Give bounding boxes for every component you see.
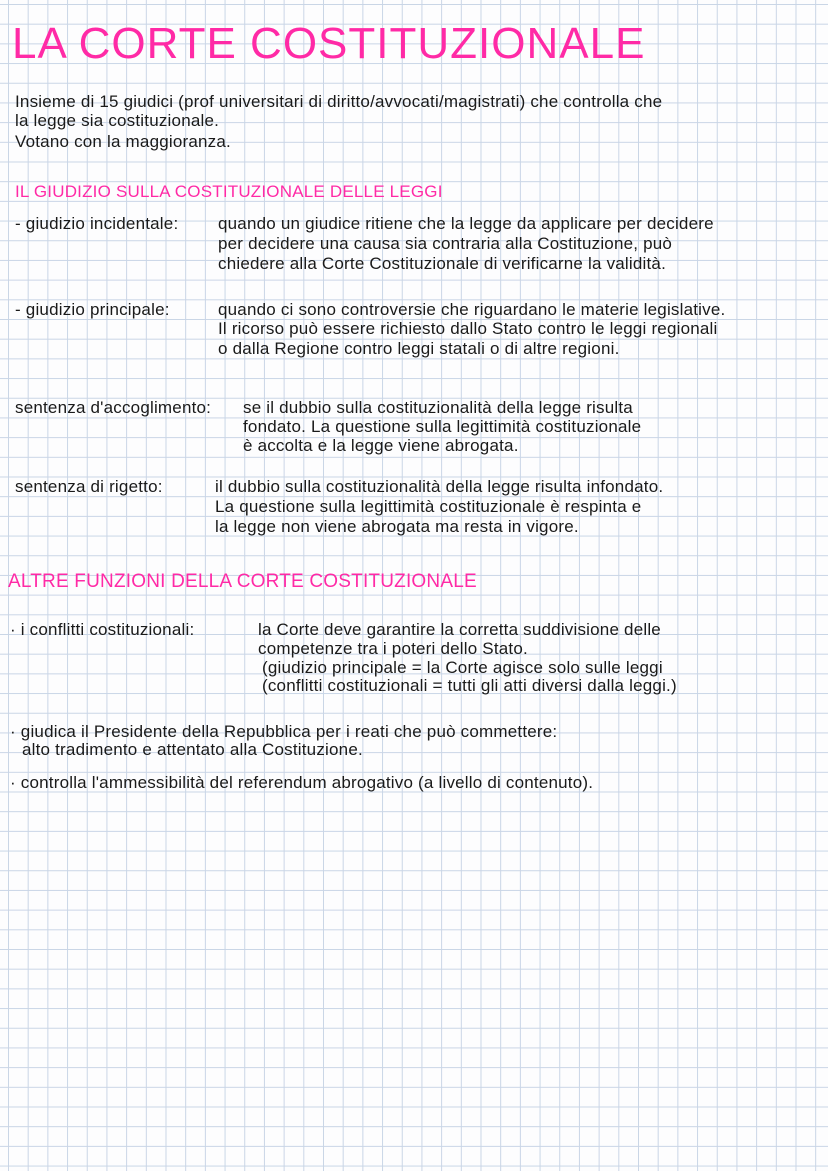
definition-line: la legge non viene abrogata ma resta in vigore. <box>215 517 579 536</box>
definition-line: quando ci sono controversie che riguardano le materie legislative. <box>218 300 726 319</box>
page-title: LA CORTE COSTITUZIONALE <box>12 19 646 68</box>
term-label: · i conflitti costituzionali: <box>10 620 195 639</box>
definition-line: Il ricorso può essere richiesto dallo Stato contro le leggi regionali <box>218 319 718 338</box>
bullet-line: alto tradimento e attentato alla Costituzione. <box>22 740 363 759</box>
definition-line: per decidere una causa sia contraria alla Costituzione, può <box>218 234 673 253</box>
term-label: sentenza d'accoglimento: <box>15 398 212 417</box>
definition-line: (giudizio principale = la Corte agisce solo sulle leggi <box>262 658 663 677</box>
term-label: sentenza di rigetto: <box>15 477 163 496</box>
intro-line: Votano con la maggioranza. <box>15 132 231 151</box>
term-label: - giudizio incidentale: <box>15 214 179 233</box>
definition-line: fondato. La questione sulla legittimità costituzionale <box>243 417 642 436</box>
intro-line: la legge sia costituzionale. <box>15 111 220 130</box>
bullet-line: · giudica il Presidente della Repubblica per i reati che può commettere: <box>10 722 558 741</box>
definition-line: (conflitti costituzionali = tutti gli atti diversi dalla leggi.) <box>262 676 677 695</box>
definition-line: se il dubbio sulla costituzionalità della legge risulta <box>243 398 633 417</box>
definition-line: chiedere alla Corte Costituzionale di verificarne la validità. <box>218 254 667 273</box>
definition-line: la Corte deve garantire la corretta suddivisione delle <box>258 620 661 639</box>
section-heading: IL GIUDIZIO SULLA COSTITUZIONALE DELLE LEGGI <box>15 182 443 201</box>
intro-line: Insieme di 15 giudici (prof universitari di diritto/avvocati/magistrati) che controlla che <box>15 92 663 111</box>
definition-line: o dalla Regione contro leggi statali o di altre regioni. <box>218 339 620 358</box>
section-heading: ALTRE FUNZIONI DELLA CORTE COSTITUZIONALE <box>8 571 477 592</box>
term-label: - giudizio principale: <box>15 300 170 319</box>
definition-line: il dubbio sulla costituzionalità della legge risulta infondato. <box>215 477 664 496</box>
definition-line: quando un giudice ritiene che la legge da applicare per decidere <box>218 214 714 233</box>
definition-line: è accolta e la legge viene abrogata. <box>243 436 519 455</box>
bullet-line: · controlla l'ammessibilità del referendum abrogativo (a livello di contenuto). <box>10 773 594 792</box>
definition-line: competenze tra i poteri dello Stato. <box>258 639 528 658</box>
definition-line: La questione sulla legittimità costituzionale è respinta e <box>215 497 642 516</box>
